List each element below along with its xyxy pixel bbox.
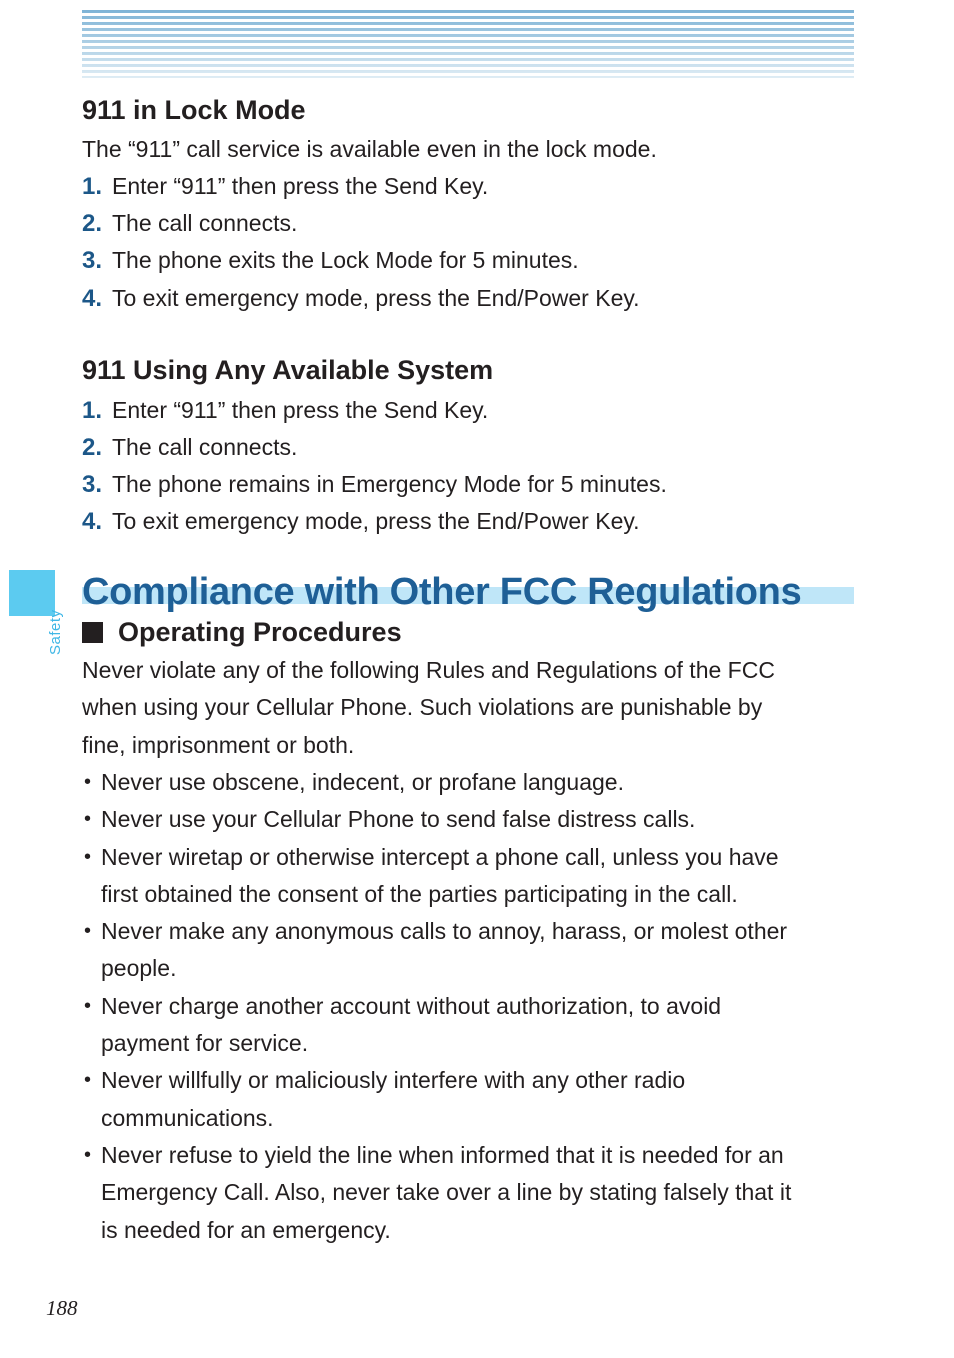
bullet-dot-icon: • [84,1143,92,1166]
step-number: 1. [82,397,103,424]
any-step-2 [82,429,297,466]
bullet-dot-icon: • [84,845,92,868]
step-number: 1. [82,173,103,200]
bullet-line: Emergency Call. Also, never take over a line by stating falsely that it [101,1179,792,1206]
square-bullet-icon [82,622,103,643]
bullet-line: Never charge another account without authorization, to avoid [101,992,722,1019]
step-text: Enter “911” then press the Send Key. [112,397,489,423]
paragraph-line: when using your Cellular Phone. Such violations are punishable by [82,694,763,721]
step-text: To exit emergency mode, press the End/Power Key. [112,285,640,311]
bullet-item [82,801,852,838]
lock-mode-heading: 911 in Lock Mode [82,95,306,125]
any-step-4 [82,503,640,540]
step-text: The call connects. [112,434,298,460]
paragraph-line: fine, imprisonment or both. [82,731,355,758]
rules-bullet-list [82,764,852,1249]
header-stripe-banner [82,10,854,78]
compliance-title-block [82,568,854,616]
operating-procedures-label: Operating Procedures [118,617,402,647]
any-step-3 [82,466,667,503]
paragraph-line: Never violate any of the following Rules and Regulations of the FCC [82,657,775,683]
compliance-paragraph [82,652,852,764]
bullet-item [82,764,852,801]
bullet-dot-icon: • [84,920,92,943]
lock-step-1 [82,168,488,205]
step-number: 3. [82,247,103,274]
bullet-line: people. [101,955,177,982]
bullet-line: first obtained the consent of the parties participating in the call. [101,880,738,907]
side-tab-label: Safety [47,609,64,655]
any-system-heading: 911 Using Any Available System [82,355,494,385]
bullet-line: Never use obscene, indecent, or profane language. [101,769,624,795]
any-step-1 [82,392,488,429]
step-number: 4. [82,285,103,312]
bullet-line: Never use your Cellular Phone to send false distress calls. [101,806,696,833]
page-number: 188 [46,1296,78,1320]
lock-step-4 [82,280,640,317]
bullet-item [82,1137,852,1249]
step-number: 4. [82,508,103,535]
operating-procedures-heading [82,615,402,649]
bullet-dot-icon: • [84,994,92,1017]
step-text: Enter “911” then press the Send Key. [112,173,489,199]
lock-mode-intro: The “911” call service is available even in the lock mode. [82,136,657,162]
bullet-line: Never wiretap or otherwise intercept a phone call, unless you have [101,843,779,870]
bullet-line: communications. [101,1104,274,1131]
bullet-item [82,988,852,1063]
bullet-dot-icon: • [84,1069,92,1092]
step-text: The phone exits the Lock Mode for 5 minutes. [112,247,579,273]
step-text: To exit emergency mode, press the End/Power Key. [112,508,640,534]
bullet-line: Never make any anonymous calls to annoy, harass, or molest other [101,918,788,945]
step-number: 3. [82,471,103,498]
bullet-line: Never willfully or maliciously interfere with any other radio [101,1067,686,1094]
bullet-dot-icon: • [84,771,92,793]
bullet-dot-icon: • [84,808,92,831]
step-number: 2. [82,210,103,237]
step-number: 2. [82,434,103,461]
step-text: The phone remains in Emergency Mode for 5 minutes. [112,471,667,497]
bullet-item [82,1062,852,1137]
step-text: The call connects. [112,210,298,236]
compliance-title: Compliance with Other FCC Regulations [82,571,802,613]
lock-step-2 [82,205,297,242]
bullet-item [82,839,852,914]
bullet-line: payment for service. [101,1030,309,1057]
bullet-line: Never refuse to yield the line when informed that it is needed for an [101,1141,784,1168]
bullet-line: is needed for an emergency. [101,1216,391,1243]
lock-step-3 [82,242,579,279]
bullet-item [82,913,852,988]
